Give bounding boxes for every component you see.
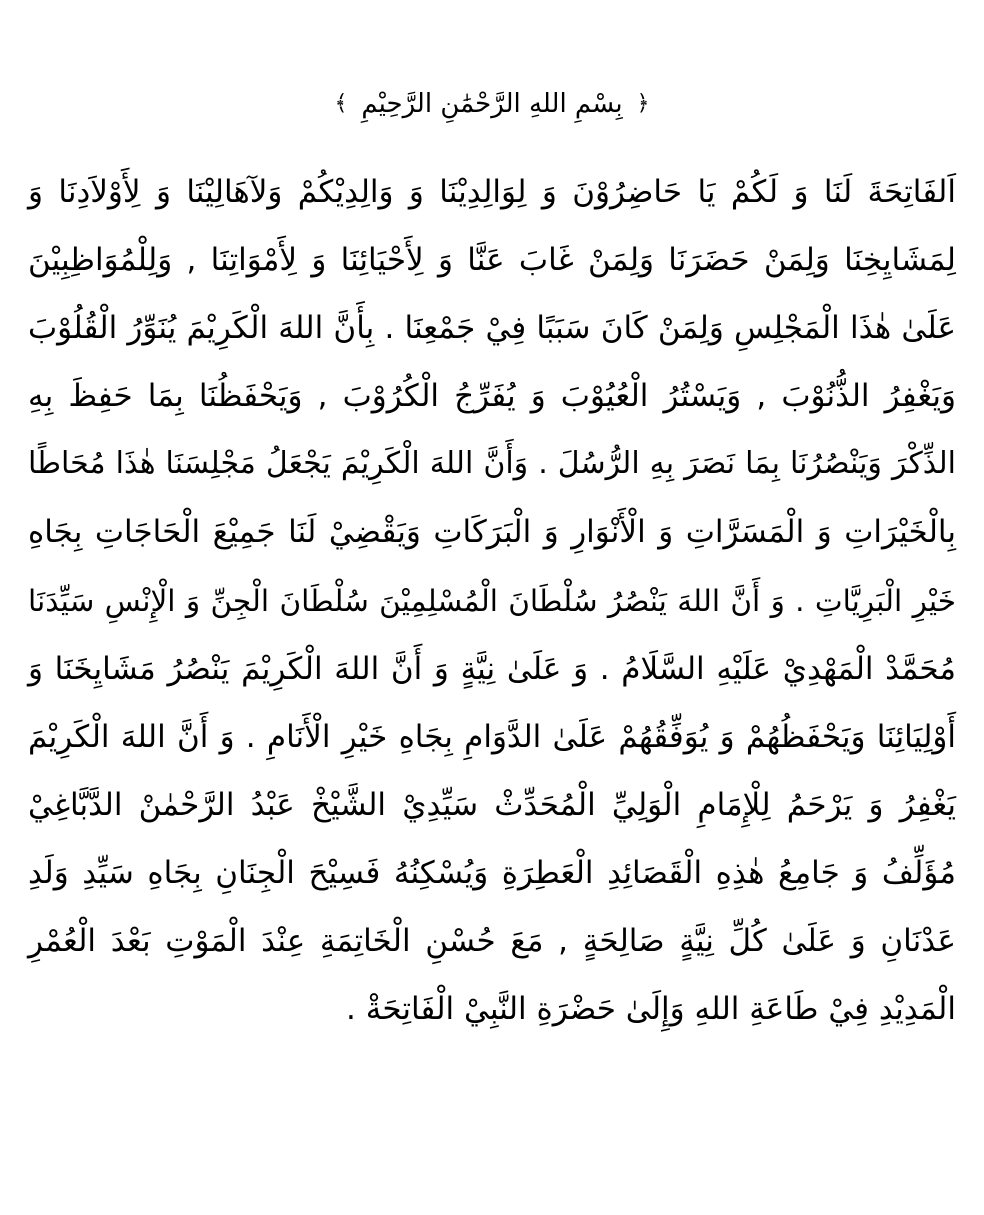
text-line: خَيْرِ الْبَرِيَّاتِ . وَ أَنَّ اللهَ يَنْصُرُ سُلْطَانَ الْمُسْلِمِيْنَ سُلْطَانَ الْجِنِّ وَ الْإِنْسِ سَيِّدَنَا	[28, 583, 956, 618]
text-line: أَوْلِيَائِنَا وَيَحْفَظُهُمْ وَ يُوَفِّقُهُمْ عَلَىٰ الدَّوَامِ بِجَاهِ خَيْرِ الْأَنَامِ . وَ أَنَّ اللهَ الْكَرِيْمَ	[28, 718, 956, 755]
text-line: مُؤَلِّفُ وَ جَامِعُ هٰذِهِ الْقَصَائِدِ الْعَطِرَةِ وَيُسْكِنُهُ فَسِيْحَ الْجِنَانِ بِجَاهِ سَيِّدِ وَلَدِ	[28, 854, 956, 891]
text-line: وَيَغْفِرُ الذُّنُوْبَ , وَيَسْتُرُ الْعُيُوْبَ وَ يُفَرِّجُ الْكُرُوْبَ , وَيَحْفَظُنَا بِمَا حَفِظَ بِهِ	[28, 378, 956, 415]
ornament-left: ﴾	[334, 91, 348, 116]
text-line: اَلفَاتِحَةَ لَنَا وَ لَكُمْ يَا حَاضِرُوْنَ وَ لِوَالِدِيْنَا وَ وَالِدِيْكُمْ وَلآهَالِيْنَا وَ لِأَوْلاَدِنَا وَ	[28, 174, 956, 210]
text-line: بِالْخَيْرَاتِ وَ الْمَسَرَّاتِ وَ الْأَنْوَارِ وَ الْبَرَكَاتِ وَيَقْضِيْ لَنَا جَمِيْعَ الْحَاجَاتِ بِجَاهِ	[28, 514, 956, 551]
text-line: مُحَمَّدْ الْمَهْدِيْ عَلَيْهِ السَّلَامُ . وَ عَلَىٰ نِيَّةٍ وَ أَنَّ اللهَ الْكَرِيْمَ يَنْصُرُ مَشَايِخَنَا وَ	[28, 650, 956, 687]
supplication-text	[28, 158, 956, 1043]
text-line: لِمَشَايِخِنَا وَلِمَنْ حَضَرَنَا وَلِمَنْ غَابَ عَنَّا وَ لِأَحْيَائِنَا وَ لِأَمْوَاتِنَا , وَلِلْمُوَاظِبِيْنَ	[28, 242, 956, 279]
text-line: يَغْفِرُ وَ يَرْحَمُ لِلْإِمَامِ الْوَلِيِّ الْمُحَدِّثْ سَيِّدِيْ الشَّيْخْ عَبْدُ الرَّحْمٰنْ الدَّبَّاغِيْ	[28, 786, 956, 823]
text-line: عَلَىٰ هٰذَا الْمَجْلِسِ وَلِمَنْ كَانَ سَبَبًا فِيْ جَمْعِنَا . بِأَنَّ اللهَ الْكَرِيْمَ يُنَوِّرُ الْقُلُوْبَ	[28, 310, 956, 347]
text-line-final: الْمَدِيْدِ فِيْ طَاعَةِ اللهِ وَإِلَىٰ حَضْرَةِ النَّبِيْ الْفَاتِحَةْ .	[346, 991, 956, 1028]
basmala-heading	[0, 82, 984, 126]
text-line: عَدْنَانِ وَ عَلَىٰ كُلِّ نِيَّةٍ صَالِحَةٍ , مَعَ حُسْنِ الْخَاتِمَةِ عِنْدَ الْمَوْتِ بَعْدَ الْعُمْرِ	[28, 923, 956, 960]
ornament-right: ﴿	[636, 91, 650, 116]
basmala-text: بِسْمِ اللهِ الرَّحْمَٰنِ الرَّحِيْمِ	[361, 89, 623, 119]
text-line: الذِّكْرَ وَيَنْصُرُنَا بِمَا نَصَرَ بِهِ الرُّسُلَ . وَأَنَّ اللهَ الْكَرِيْمَ يَجْعَلُ مَجْلِسَنَا هٰذَا مُحَاطًا	[28, 446, 956, 482]
